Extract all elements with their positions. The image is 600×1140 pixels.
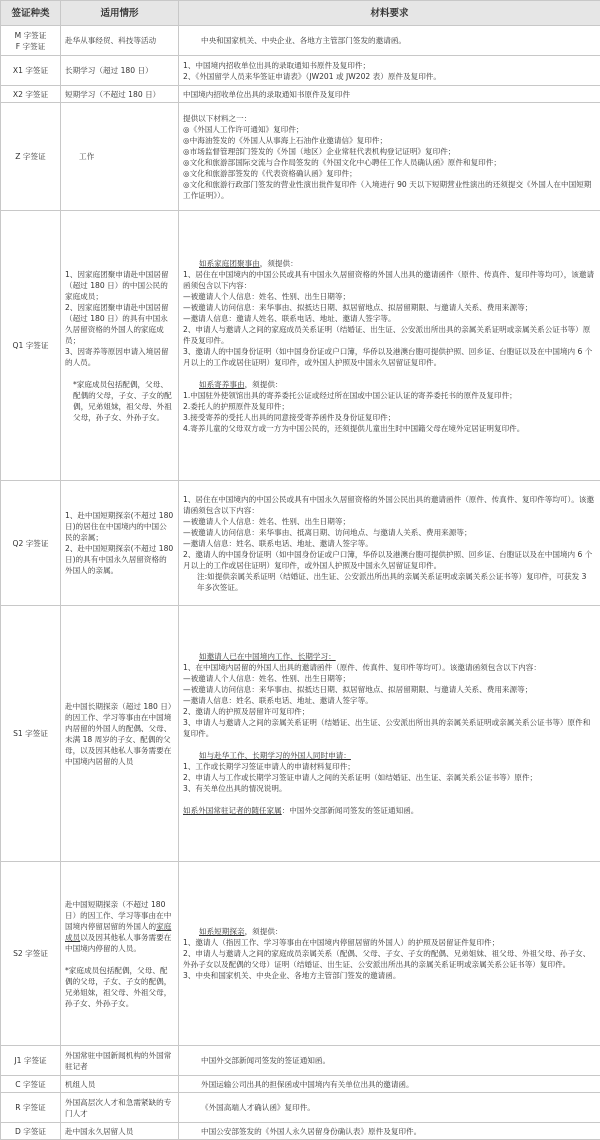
case-cell: 短期学习（不超过 180 日） xyxy=(61,86,179,103)
case-cell: 外国高层次人才和急需紧缺的专门人才 xyxy=(61,1093,179,1123)
inviter-in-china-title: 如邀请人已在中国境内工作、长期学习： xyxy=(183,651,596,662)
family-reunion-title: 如系家庭团聚事由 xyxy=(199,259,260,268)
table-row xyxy=(1,481,600,606)
case-cell: 赴中国短期探亲（不超过 180 日）的因工作、学习等事由在中国境内停留居留的外国人的家庭成员以及因其他私人事务需要在中国境内停留的人员。 *家庭成员包括配偶，父母、配偶的父母，子女、子女的配偶，兄弟姐妹，祖父母、外祖父母，孙子女、外孙子女。 xyxy=(61,862,179,1046)
journalist-family-title: 如系外国常驻记者的随任家属 xyxy=(183,806,282,815)
visa-type-cell: X2 字签证 xyxy=(1,86,61,103)
visa-type-cell: S1 字签证 xyxy=(1,606,61,862)
requirements-cell: 如邀请人已在中国境内工作、长期学习： 1、在中国境内居留的外国人出具的邀请函件（原件、传真件、复印件等均可）。该邀请函须包含以下内容： —被邀请人个人信息：姓名、性别、出生日期等； —被邀请人访问信息：来华事由、拟抵达日期、拟居留地点、拟居留期限、与邀请人关系、费用来源等； —邀请人信息：姓名、联系电话、地址、邀请人签字等。 2、邀请人的护照及居留许可复印件； 3、申请人与邀请人之间的亲属关系证明（结婚证、出生证、公安派出所出具的亲属关系证明或亲属关系公证书等）原件和复印件。 如与赴华工作、长期学习的外国人同时申请： 1、工作或长期学习签证申请人的申请材料复印件； 2、申请人与工作或长期学习签证申请人之间的关系证明（如结婚证、出生证、亲属关系公证书等）原件； 3、有关单位出具的情况说明。 如系外国常驻记者的随任家属：中国外交部新闻司签发的签证通知函。 xyxy=(179,606,600,862)
visa-type-cell: Z 字签证 xyxy=(1,103,61,211)
table-row xyxy=(1,1076,600,1093)
simultaneous-application-title: 如与赴华工作、长期学习的外国人同时申请： xyxy=(183,750,596,761)
requirements-cell: 《外国高端人才确认函》复印件。 xyxy=(179,1093,600,1123)
requirements-cell: 1、居住在中国境内的中国公民或具有中国永久居留资格的外国公民出具的邀请函件（原件、传真件、复印件等均可）。该邀请函须包含以下内容： —被邀请人个人信息：姓名、性别、出生日期等； —被邀请人访问信息：来华事由、抵离日期、访问地点、与邀请人关系、费用来源等； —邀请人信息：姓名、联系电话、地址、邀请人签字等。 2、邀请人的中国身份证明（如中国身份证或户口簿，华侨以及港澳台胞可提供护照、回乡证、台胞证以及在中国境内 6 个月以上的工作或居住证明）复印件，或外国人护照及中国永久居留证复印件。 注:如提供亲属关系证明（结婚证、出生证、公安派出所出具的亲属关系证明或亲属关系公证书等）复印件，可获发 3 年多次签证。 xyxy=(179,481,600,606)
table-row xyxy=(1,1046,600,1076)
case-cell: 赴中国永久居留人员 xyxy=(61,1123,179,1140)
visa-type-cell: C 字签证 xyxy=(1,1076,61,1093)
visa-type-cell: Q1 字签证 xyxy=(1,211,61,481)
header-applicable-case: 适用情形 xyxy=(61,1,179,26)
visa-type-cell: M 字签证 F 字签证 xyxy=(1,26,61,56)
short-visit-title: 如系短期探亲 xyxy=(199,927,245,936)
requirements-cell: 中国公安部签发的《外国人永久居留身份确认表》原件及复印件。 xyxy=(179,1123,600,1140)
case-cell: 工作 xyxy=(61,103,179,211)
table-row xyxy=(1,862,600,1046)
visa-type-cell: S2 字签证 xyxy=(1,862,61,1046)
table-row xyxy=(1,606,600,862)
table-header xyxy=(1,1,600,26)
case-cell: 赴华从事经贸、科技等活动 xyxy=(61,26,179,56)
table-row xyxy=(1,1123,600,1140)
visa-type-cell: R 字签证 xyxy=(1,1093,61,1123)
table-row xyxy=(1,26,600,56)
visa-type-cell: D 字签证 xyxy=(1,1123,61,1140)
requirements-cell: 如系短期探亲，须提供： 1、邀请人（指因工作、学习等事由在中国境内停留居留的外国人）的护照及居留证件复印件； 2、申请人与邀请人之间的家庭成员亲属关系（配偶、父母、子女、子女的配偶、兄弟姐妹、祖父母、外祖父母、孙子女、外孙子女以及配偶的父母）证明（结婚证、出生证、公安派出所出具的亲属关系证明或亲属关系公证书等）复印件。 3、中央和国家机关、中央企业、各地方主管部门签发的邀请函。 xyxy=(179,862,600,1046)
table-row xyxy=(1,211,600,481)
table-row xyxy=(1,86,600,103)
case-cell: 外国常驻中国新闻机构的外国常驻记者 xyxy=(61,1046,179,1076)
case-cell: 1、因家庭团聚申请赴中国居留（超过 180 日）的中国公民的家庭成员； 2、因家庭团聚申请赴中国居留（超过 180 日）的具有中国永久居留资格的外国人的家庭成员； 3、因寄养等原因申请入境居留的人员。 *家庭成员包括配偶，父母、配偶的父母，子女、子女的配偶，兄弟姐妹，祖父母、外祖父母，孙子女、外孙子女。 xyxy=(61,211,179,481)
requirements-cell: 中国境内招收单位出具的录取通知书原件及复印件 xyxy=(179,86,600,103)
case-cell: 赴中国长期探亲（超过 180 日）的因工作、学习等事由在中国境内居留的外国人的配偶、父母、未满 18 周岁的子女、配偶的父母，以及因其他私人事务需要在中国境内居留的人员 xyxy=(61,606,179,862)
requirements-cell: 中国外交部新闻司签发的签证通知函。 xyxy=(179,1046,600,1076)
table-row xyxy=(1,103,600,211)
case-cell: 1、赴中国短期探亲(不超过 180 日)的居住在中国境内的中国公民的亲属； 2、赴中国短期探亲(不超过 180 日)的具有中国永久居留资格的外国人的亲属。 xyxy=(61,481,179,606)
foster-care-title: 如系寄养事由 xyxy=(199,380,245,389)
requirements-cell: 1、中国境内招收单位出具的录取通知书原件及复印件； 2、《外国留学人员来华签证申请表》（JW201 或 JW202 表）原件及复印件。 xyxy=(179,56,600,86)
case-cell: 机组人员 xyxy=(61,1076,179,1093)
visa-type-cell: X1 字签证 xyxy=(1,56,61,86)
header-visa-type: 签证种类 xyxy=(1,1,61,26)
requirements-cell: 提供以下材料之一： ◎《外国人工作许可通知》复印件； ◎中海油签发的《外国人从事海上石油作业邀请信》复印件； ◎市场监督管理部门签发的《外国（地区）企业常驻代表机构登记证明》复印件； ◎文化和旅游部国际交流与合作局签发的《外国文化中心聘任工作人员确认函》原件和复印件； ◎文化和旅游部签发的《代表资格确认函》复印件； ◎文化和旅游行政部门签发的营业性演出批件复印件（入境进行 90 天以下短期营业性演出的还须提交《外国人在中国短期工作证明》）。 xyxy=(179,103,600,211)
visa-type-cell: J1 字签证 xyxy=(1,1046,61,1076)
table-row xyxy=(1,1093,600,1123)
requirements-cell: 外国运输公司出具的担保函或中国境内有关单位出具的邀请函。 xyxy=(179,1076,600,1093)
visa-type-cell: Q2 字签证 xyxy=(1,481,61,606)
table-row xyxy=(1,56,600,86)
requirements-cell: 如系家庭团聚事由，须提供： 1、居住在中国境内的中国公民或具有中国永久居留资格的外国人出具的邀请函件（原件、传真件、复印件等均可），该邀请函须包含以下内容： —被邀请人个人信息：姓名、性别、出生日期等； —被邀请人访问信息：来华事由、拟抵达日期、拟居留地点、拟居留期限、与邀请人关系、费用来源等； —邀请人信息：邀请人姓名、联系电话、地址、邀请人签字等。 2、申请人与邀请人之间的家庭成员关系证明（结婚证、出生证、公安派出所出具的亲属关系证明或亲属关系公证书等）原件及复印件。 3、邀请人的中国身份证明（如中国身份证或户口簿，华侨以及港澳台胞可提供护照、回乡证、台胞证以及在中国境内 6 个月以上的工作或居住证明）复印件，或外国人护照及中国永久居留证复印件。 如系寄养事由，须提供： 1.中国驻外使领馆出具的寄养委托公证或经过所在国或中国公证认证的寄养委托书的原件及复印件； 2.委托人的护照原件及复印件； 3.接受寄养的受托人出具的同意接受寄养函件及身份证复印件； 4.寄养儿童的父母双方或一方为中国公民的，还须提供儿童出生时中国籍父母在境外定居证明复印件。 xyxy=(179,211,600,481)
header-material-requirements: 材料要求 xyxy=(179,1,600,26)
requirements-cell: 中央和国家机关、中央企业、各地方主管部门签发的邀请函。 xyxy=(179,26,600,56)
case-cell: 长期学习（超过 180 日） xyxy=(61,56,179,86)
